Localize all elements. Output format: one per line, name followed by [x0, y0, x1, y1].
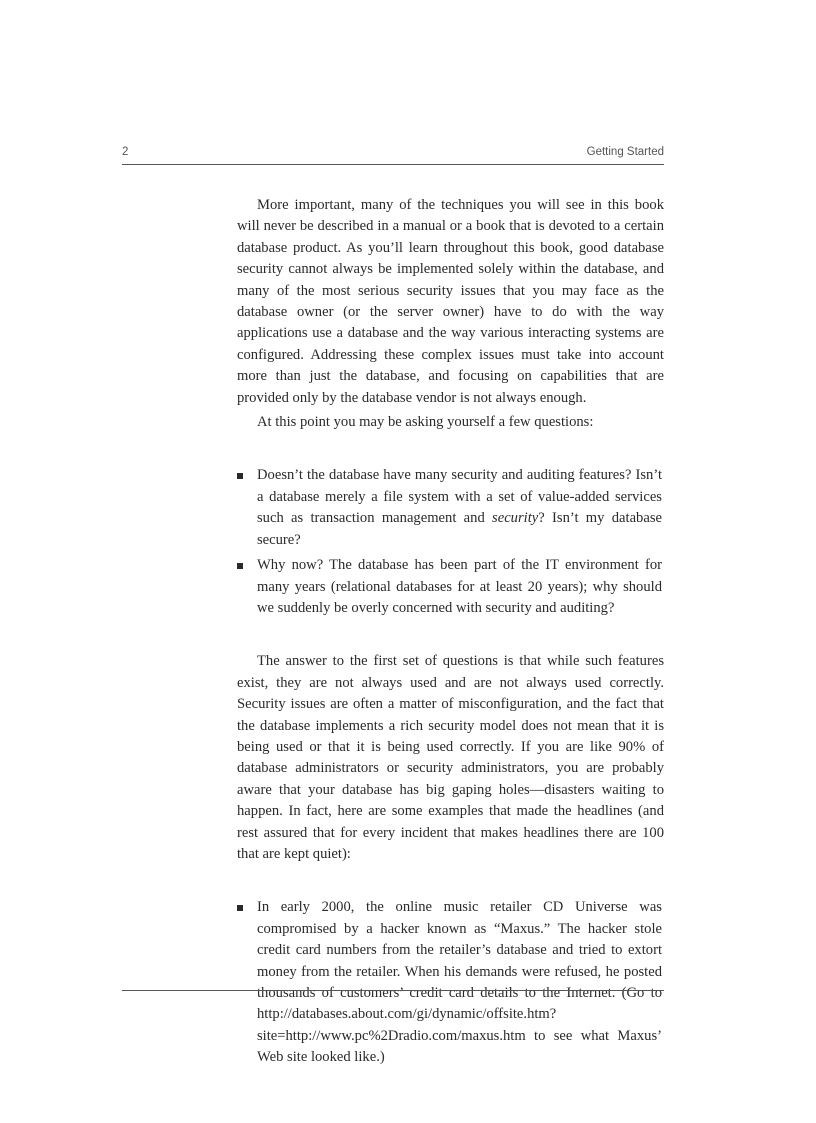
page-body	[237, 195, 664, 1069]
list-item-text-after: ? Isn’t my database secure?	[257, 510, 662, 548]
bullet-square-icon	[237, 473, 243, 479]
list-item	[237, 555, 662, 619]
page-number: 2	[122, 146, 129, 158]
bullet-square-icon	[237, 905, 243, 911]
paragraph-questions-lead: At this point you may be asking yourself a few questions:	[257, 414, 594, 431]
bullet-square-icon	[237, 563, 243, 569]
list-item-text: Why now? The database has been part of the IT environment for many years (relational databases for at least 20 years); why should we suddenly be overly concerned with security and auditing?	[257, 557, 662, 616]
footer-rule	[122, 990, 664, 991]
list-item	[237, 897, 662, 1068]
list-item-text: In early 2000, the online music retailer CD Universe was compromised by a hacker known as “Maxus.” The hacker stole credit card numbers from the retailer’s database and tried to extort money from the retailer. When his demands were refused, he posted thousands of customers’ credit card details to the Internet. (Go to http://databases.about.com/gi/dynamic/offsite.htm?site=http://www.pc%2Dradio.com/maxus.htm to see what Maxus’ Web site looked like.)	[257, 899, 662, 1066]
paragraph-intro: More important, many of the techniques you will see in this book will never be described in a manual or a book that is devoted to a certain database product. As you’ll learn throughout this book, good database security cannot always be implemented solely within the database, and many of the most serious security issues that you may face as the database owner (or the server owner) have to do with the way applications use a database and the way various interacting systems are configured. Addressing these complex issues must take into account more than just the database, and focusing on capabilities that are provided only by the database vendor is not always enough.	[237, 197, 664, 406]
running-title: Getting Started	[586, 146, 664, 158]
examples-list	[237, 897, 664, 1068]
list-item-text-before: Doesn’t the database have many security and auditing features? Isn’t a database merely a file system with a set of value-added services such as transaction management and	[257, 467, 662, 527]
questions-list	[237, 465, 664, 619]
list-item-emphasis: security	[492, 510, 539, 527]
list-item	[237, 465, 662, 551]
paragraph-answer: The answer to the first set of questions is that while such features exist, they are not always used and are not always used correctly. Security issues are often a matter of misconfiguration, and the fact that the database implements a rich security model does not mean that it is being used or that it is being used correctly. If you are like 90% of database administrators or security administrators, you are probably aware that your database has big gaping holes—disasters waiting to happen. In fact, here are some examples that made the headlines (and rest assured that for every incident that makes headlines there are 100 that are kept quiet):	[237, 653, 664, 862]
header-rule	[122, 164, 664, 165]
